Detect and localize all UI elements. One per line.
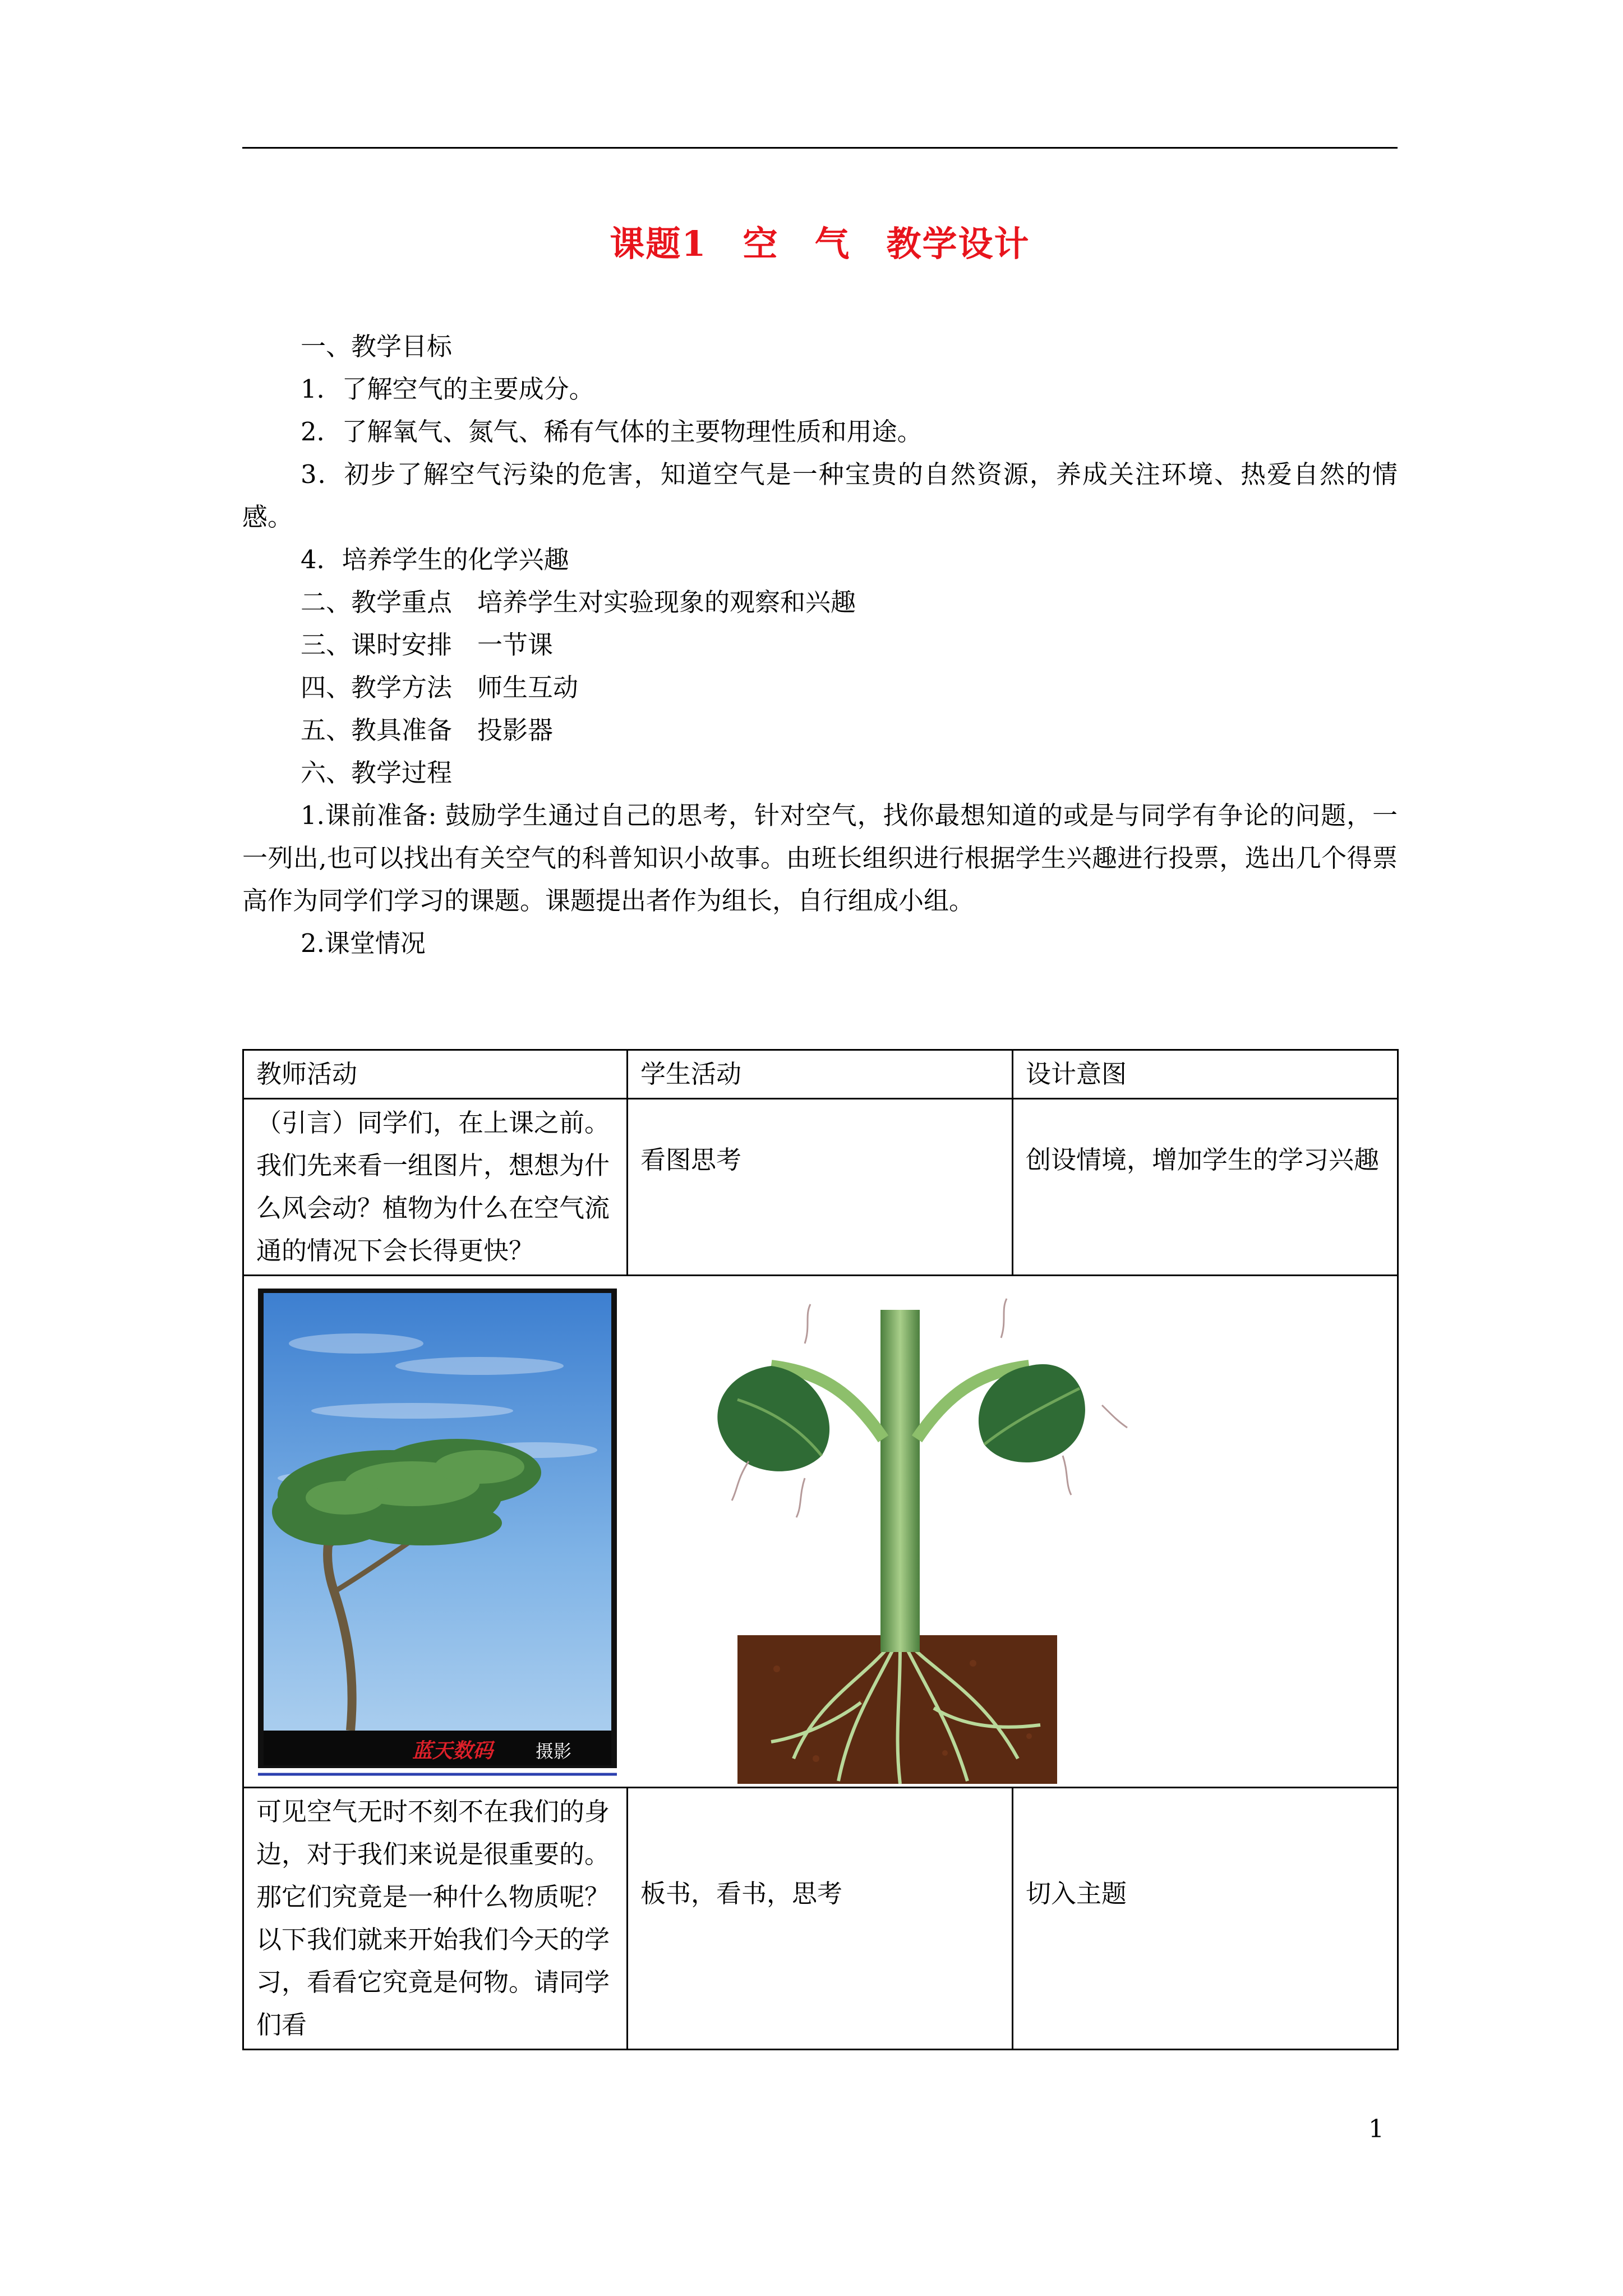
- windy-tree-photo: [258, 1289, 617, 1774]
- section-process: 六、教学过程: [301, 758, 453, 788]
- objectives-heading: 一、教学目标: [301, 332, 453, 361]
- photo-caption: 蓝天数码: [412, 1740, 494, 1763]
- class-situation: 2.课堂情况: [301, 928, 426, 958]
- table-row: [243, 1788, 1398, 2050]
- objective-3: 3．初步了解空气污染的危害，知道空气是一种宝贵的自然资源，养成关注环境、热爱自然的情感。: [242, 459, 1398, 532]
- table-row: [243, 1099, 1398, 1276]
- image-cell: [243, 1276, 1398, 1788]
- header-teacher: 教师活动: [243, 1050, 628, 1099]
- photo-caption-suffix: 摄影: [536, 1741, 572, 1762]
- lesson-table: [242, 1049, 1399, 2050]
- illustrations: [244, 1276, 1400, 1787]
- stem: [880, 1310, 920, 1652]
- header-intent: 设计意图: [1012, 1050, 1398, 1099]
- section-schedule: 三、课时安排 一节课: [301, 630, 554, 660]
- section-tools: 五、教具准备 投影器: [301, 715, 554, 745]
- intent-cell: 切入主题: [1012, 1788, 1398, 2050]
- body-text: [242, 325, 1398, 965]
- header-rule: [242, 147, 1398, 149]
- intent-cell: 创设情境，增加学生的学习兴趣: [1012, 1099, 1398, 1276]
- plant-diagram: [717, 1299, 1127, 1784]
- image-row: [243, 1276, 1398, 1788]
- teacher-cell: 可见空气无时不刻不在我们的身边，对于我们来说是很重要的。那它们究竟是一种什么物质呢？以下我们就来开始我们今天的学习，看看它究竟是何物。请同学们看: [243, 1788, 628, 2050]
- section-focus: 二、教学重点 培养学生对实验现象的观察和兴趣: [301, 587, 856, 617]
- objective-4: 4．培养学生的化学兴趣: [301, 545, 569, 574]
- teacher-cell: （引言）同学们，在上课之前。我们先来看一组图片，想想为什么风会动？植物为什么在空气流通的情况下会长得更快？: [243, 1099, 628, 1276]
- table-header-row: [243, 1050, 1398, 1099]
- student-cell: 板书，看书，思考: [628, 1788, 1013, 2050]
- objective-1: 1．了解空气的主要成分。: [301, 374, 594, 404]
- prep-paragraph: 1.课前准备: 鼓励学生通过自己的思考，针对空气，找你最想知道的或是与同学有争论的问题，一一列出,也可以找出有关空气的科普知识小故事。由班长组织进行根据学生兴趣进行投票，选出几个得票高作为同学们学习的课题。课题提出者作为组长，自行组成小组。: [242, 800, 1398, 915]
- student-cell: 看图思考: [628, 1099, 1013, 1276]
- objective-2: 2．了解氧气、氮气、稀有气体的主要物理性质和用途。: [301, 417, 923, 447]
- page-title: 课题1 空 气 教学设计: [610, 223, 1030, 264]
- page-number: 1: [1368, 2115, 1384, 2143]
- section-method: 四、教学方法 师生互动: [301, 673, 579, 702]
- header-student: 学生活动: [628, 1050, 1013, 1099]
